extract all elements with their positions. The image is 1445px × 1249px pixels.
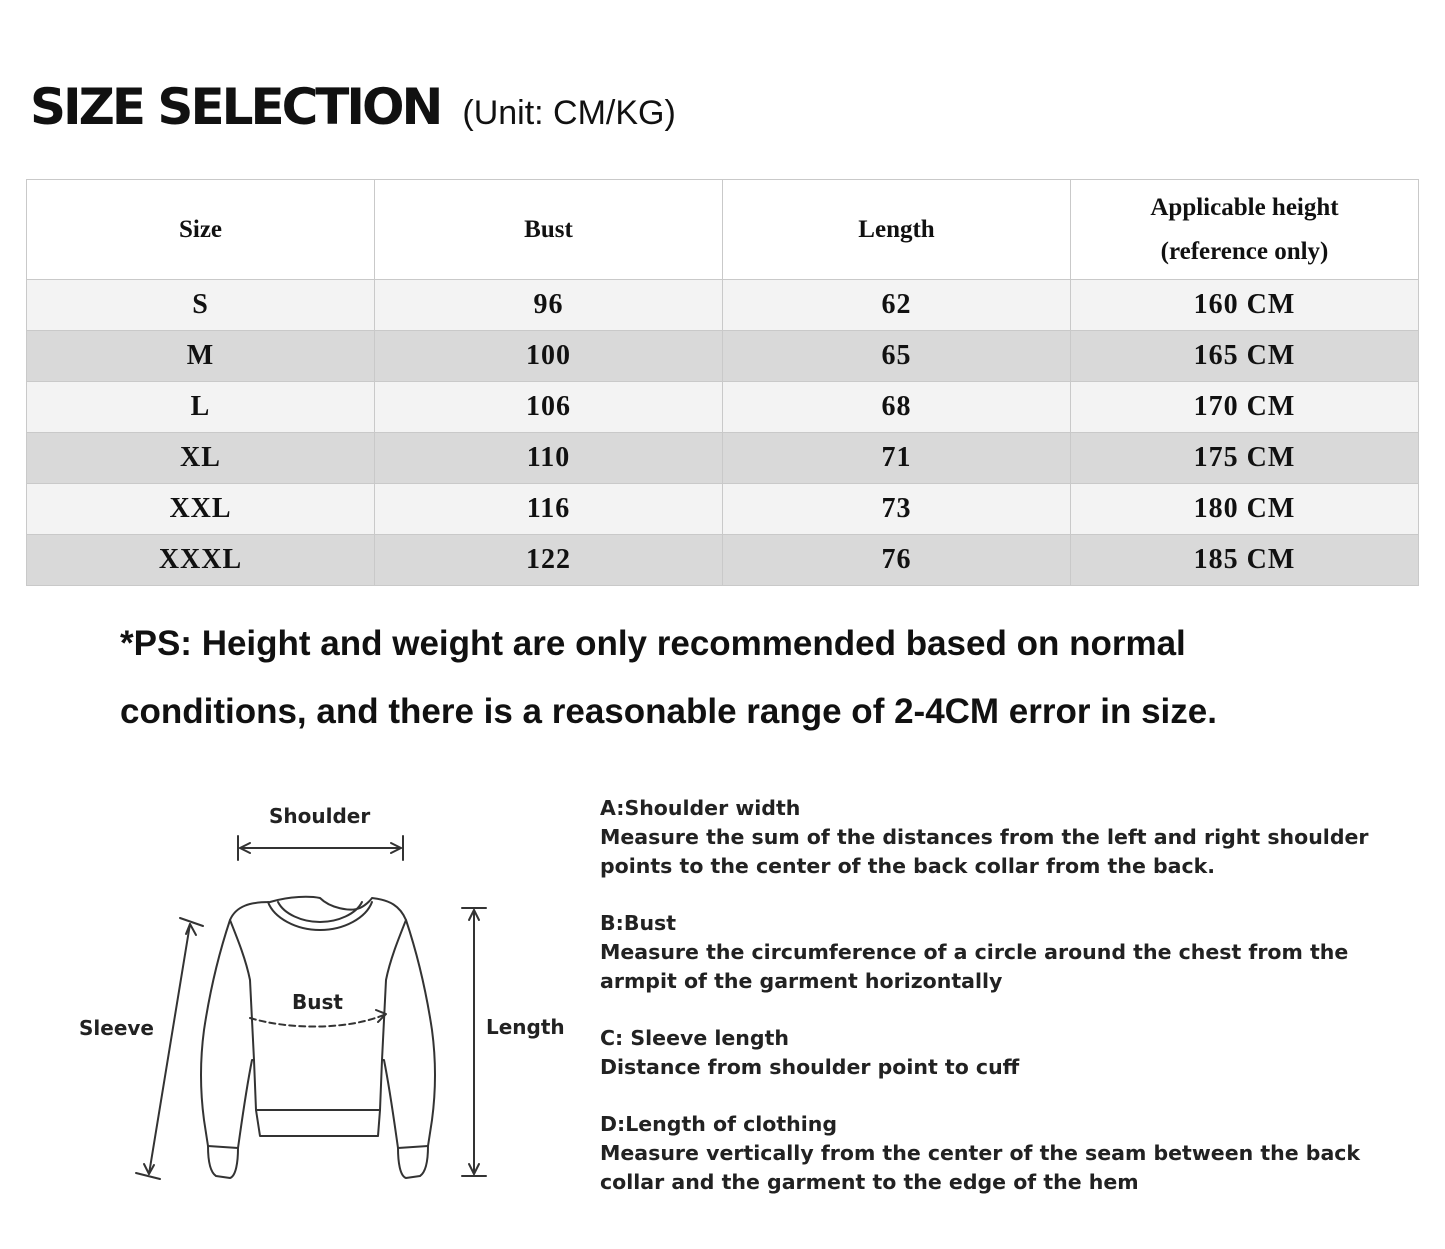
cell-size: XL xyxy=(27,433,375,484)
cell-size: XXL xyxy=(27,484,375,535)
cell-bust: 116 xyxy=(375,484,723,535)
table-row xyxy=(27,331,1419,382)
guide-item-title: A:Shoulder width xyxy=(600,796,801,820)
size-note xyxy=(120,610,1380,746)
cell-length: 65 xyxy=(723,331,1071,382)
size-table xyxy=(26,179,1419,586)
guide-item-title: D:Length of clothing xyxy=(600,1112,838,1136)
cell-bust: 106 xyxy=(375,382,723,433)
note-line-2: conditions, and there is a reasonable range of 2-4CM error in size. xyxy=(120,692,1217,731)
measurement-guide xyxy=(600,794,1390,1225)
table-header-row xyxy=(27,180,1419,280)
cell-bust: 122 xyxy=(375,535,723,586)
table-row xyxy=(27,280,1419,331)
cell-size: L xyxy=(27,382,375,433)
cell-length: 68 xyxy=(723,382,1071,433)
guide-item xyxy=(600,909,1390,996)
cell-height: 175 CM xyxy=(1071,433,1419,484)
cell-height: 160 CM xyxy=(1071,280,1419,331)
guide-item xyxy=(600,1024,1390,1082)
cell-length: 76 xyxy=(723,535,1071,586)
diagram-label-sleeve: Sleeve xyxy=(79,1016,154,1040)
guide-item-desc: Measure the circumference of a circle around the chest from the armpit of the garment horizontally xyxy=(600,940,1349,993)
diagram-label-shoulder: Shoulder xyxy=(269,804,371,828)
page-title: SIZE SELECTION xyxy=(30,78,441,136)
guide-item xyxy=(600,1110,1390,1197)
cell-height: 170 CM xyxy=(1071,382,1419,433)
cell-height: 180 CM xyxy=(1071,484,1419,535)
header-height-line2: (reference only) xyxy=(1160,237,1329,265)
table-row xyxy=(27,433,1419,484)
cell-length: 71 xyxy=(723,433,1071,484)
cell-height: 185 CM xyxy=(1071,535,1419,586)
sweater-measurement-diagram xyxy=(60,790,580,1210)
cell-size: XXXL xyxy=(27,535,375,586)
cell-height: 165 CM xyxy=(1071,331,1419,382)
cell-bust: 110 xyxy=(375,433,723,484)
cell-bust: 100 xyxy=(375,331,723,382)
page-header xyxy=(30,78,676,136)
cell-length: 62 xyxy=(723,280,1071,331)
header-size: Size xyxy=(27,180,375,280)
guide-item xyxy=(600,794,1390,881)
note-line-1: *PS: Height and weight are only recommended based on normal xyxy=(120,624,1186,663)
guide-item-desc: Distance from shoulder point to cuff xyxy=(600,1055,1020,1079)
header-length: Length xyxy=(723,180,1071,280)
unit-label: (Unit: CM/KG) xyxy=(462,94,676,132)
header-applicable-height xyxy=(1071,180,1419,280)
header-bust: Bust xyxy=(375,180,723,280)
guide-item-title: C: Sleeve length xyxy=(600,1026,789,1050)
cell-length: 73 xyxy=(723,484,1071,535)
diagram-label-bust: Bust xyxy=(292,990,343,1014)
cell-size: M xyxy=(27,331,375,382)
guide-item-desc: Measure vertically from the center of the seam between the back collar and the garment to the edge of the hem xyxy=(600,1141,1361,1194)
cell-size: S xyxy=(27,280,375,331)
table-row xyxy=(27,484,1419,535)
header-height-line1: Applicable height xyxy=(1150,193,1339,221)
table-row xyxy=(27,382,1419,433)
cell-bust: 96 xyxy=(375,280,723,331)
table-row xyxy=(27,535,1419,586)
guide-item-desc: Measure the sum of the distances from the left and right shoulder points to the center of the back collar from the back. xyxy=(600,825,1369,878)
guide-item-title: B:Bust xyxy=(600,911,677,935)
diagram-label-length: Length xyxy=(486,1015,565,1039)
